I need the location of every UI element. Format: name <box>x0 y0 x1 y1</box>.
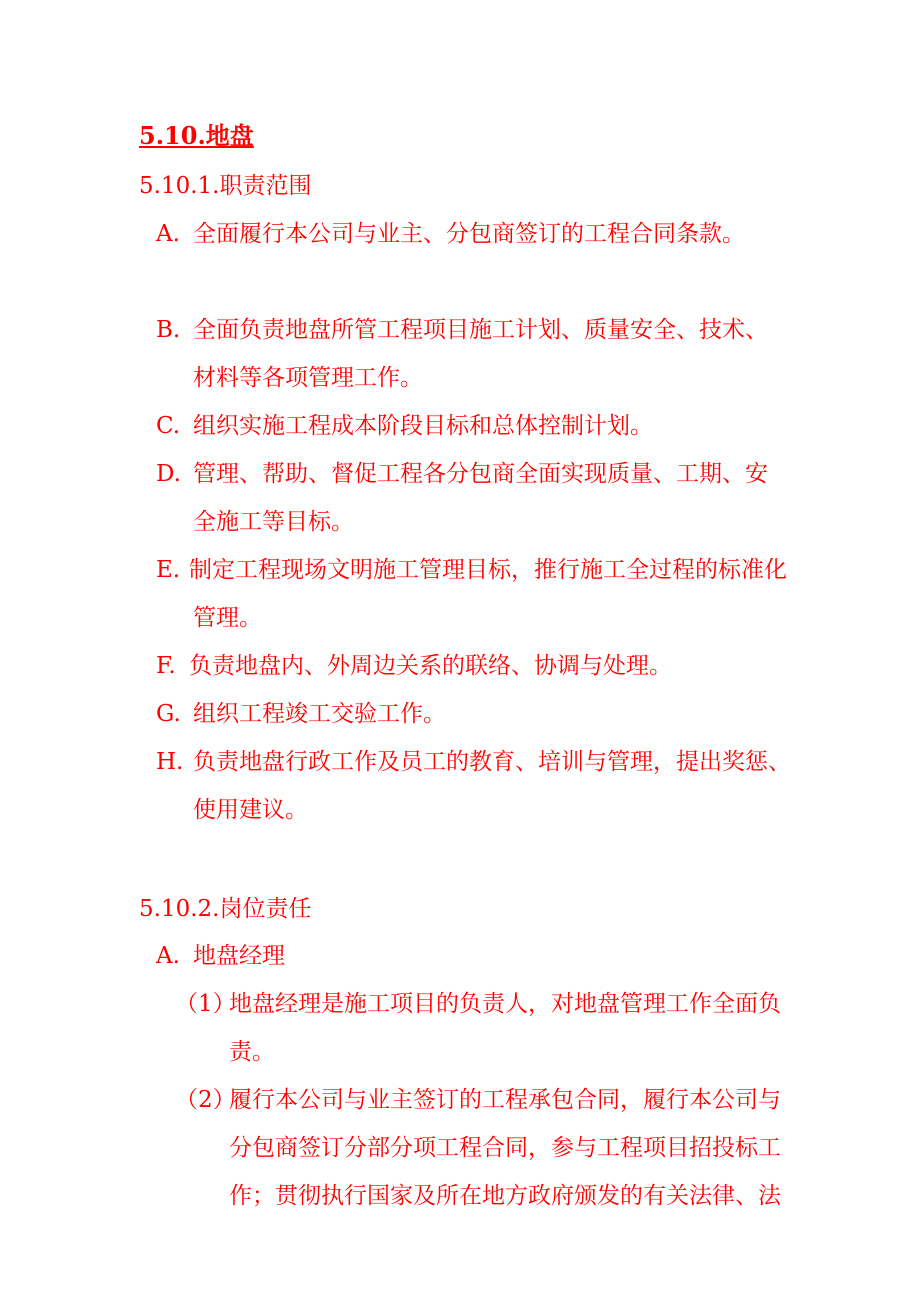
point-line: 分包商签订分部分项工程合同，参与工程项目招投标工 <box>229 1135 781 1161</box>
item-line: 全面履行本公司与业主、分包商签订的工程合同条款。 <box>193 221 745 247</box>
point-line: 履行本公司与业主签订的工程承包合同，履行本公司与 <box>229 1087 781 1113</box>
item-line: 管理、帮助、督促工程各分包商全面实现质量、工期、安 <box>193 461 768 487</box>
scope-item-e <box>156 546 836 642</box>
scope-heading: 5.10.1.职责范围 <box>139 173 312 199</box>
scope-item-a <box>156 210 836 258</box>
item-marker: B. <box>156 317 181 343</box>
duty-point-2 <box>175 1076 835 1220</box>
item-line: 组织工程竣工交验工作。 <box>193 701 446 727</box>
item-line: 全施工等目标。 <box>193 509 354 535</box>
item-marker: G. <box>156 701 181 727</box>
scope-item-h <box>156 738 836 834</box>
point-marker: （1） <box>175 991 236 1017</box>
item-marker: A. <box>156 221 180 247</box>
item-marker: A. <box>156 943 180 969</box>
item-marker: H. <box>156 749 184 775</box>
item-line: 管理。 <box>193 605 262 631</box>
item-line: 负责地盘内、外周边关系的联络、协调与处理。 <box>189 653 672 679</box>
item-line: 组织实施工程成本阶段目标和总体控制计划。 <box>193 413 653 439</box>
item-line: 全面负责地盘所管工程项目施工计划、质量安全、技术、 <box>193 317 768 343</box>
duties-role-a <box>156 932 836 980</box>
scope-item-f <box>156 642 836 690</box>
point-line: 作；贯彻执行国家及所在地方政府颁发的有关法律、法 <box>229 1183 781 1209</box>
item-line: 使用建议。 <box>193 797 308 823</box>
role-label: 地盘经理 <box>193 943 285 969</box>
item-marker: C. <box>156 413 181 439</box>
scope-item-d <box>156 450 836 546</box>
item-line: 制定工程现场文明施工管理目标，推行施工全过程的标准化 <box>189 557 787 583</box>
item-marker: D. <box>156 461 181 487</box>
section-title: 5.10.地盘 <box>139 121 254 150</box>
item-line: 材料等各项管理工作。 <box>193 365 423 391</box>
item-marker: F. <box>156 653 176 679</box>
scope-item-b <box>156 306 836 402</box>
point-line: 责。 <box>229 1039 275 1065</box>
duties-heading: 5.10.2.岗位责任 <box>139 896 312 922</box>
point-line: 地盘经理是施工项目的负责人，对地盘管理工作全面负 <box>229 991 781 1017</box>
point-marker: （2） <box>175 1087 236 1113</box>
item-line: 负责地盘行政工作及员工的教育、培训与管理，提出奖惩、 <box>193 749 791 775</box>
duty-point-1 <box>175 980 835 1076</box>
scope-item-g <box>156 690 836 738</box>
scope-item-c <box>156 402 836 450</box>
item-marker: E. <box>156 557 181 583</box>
